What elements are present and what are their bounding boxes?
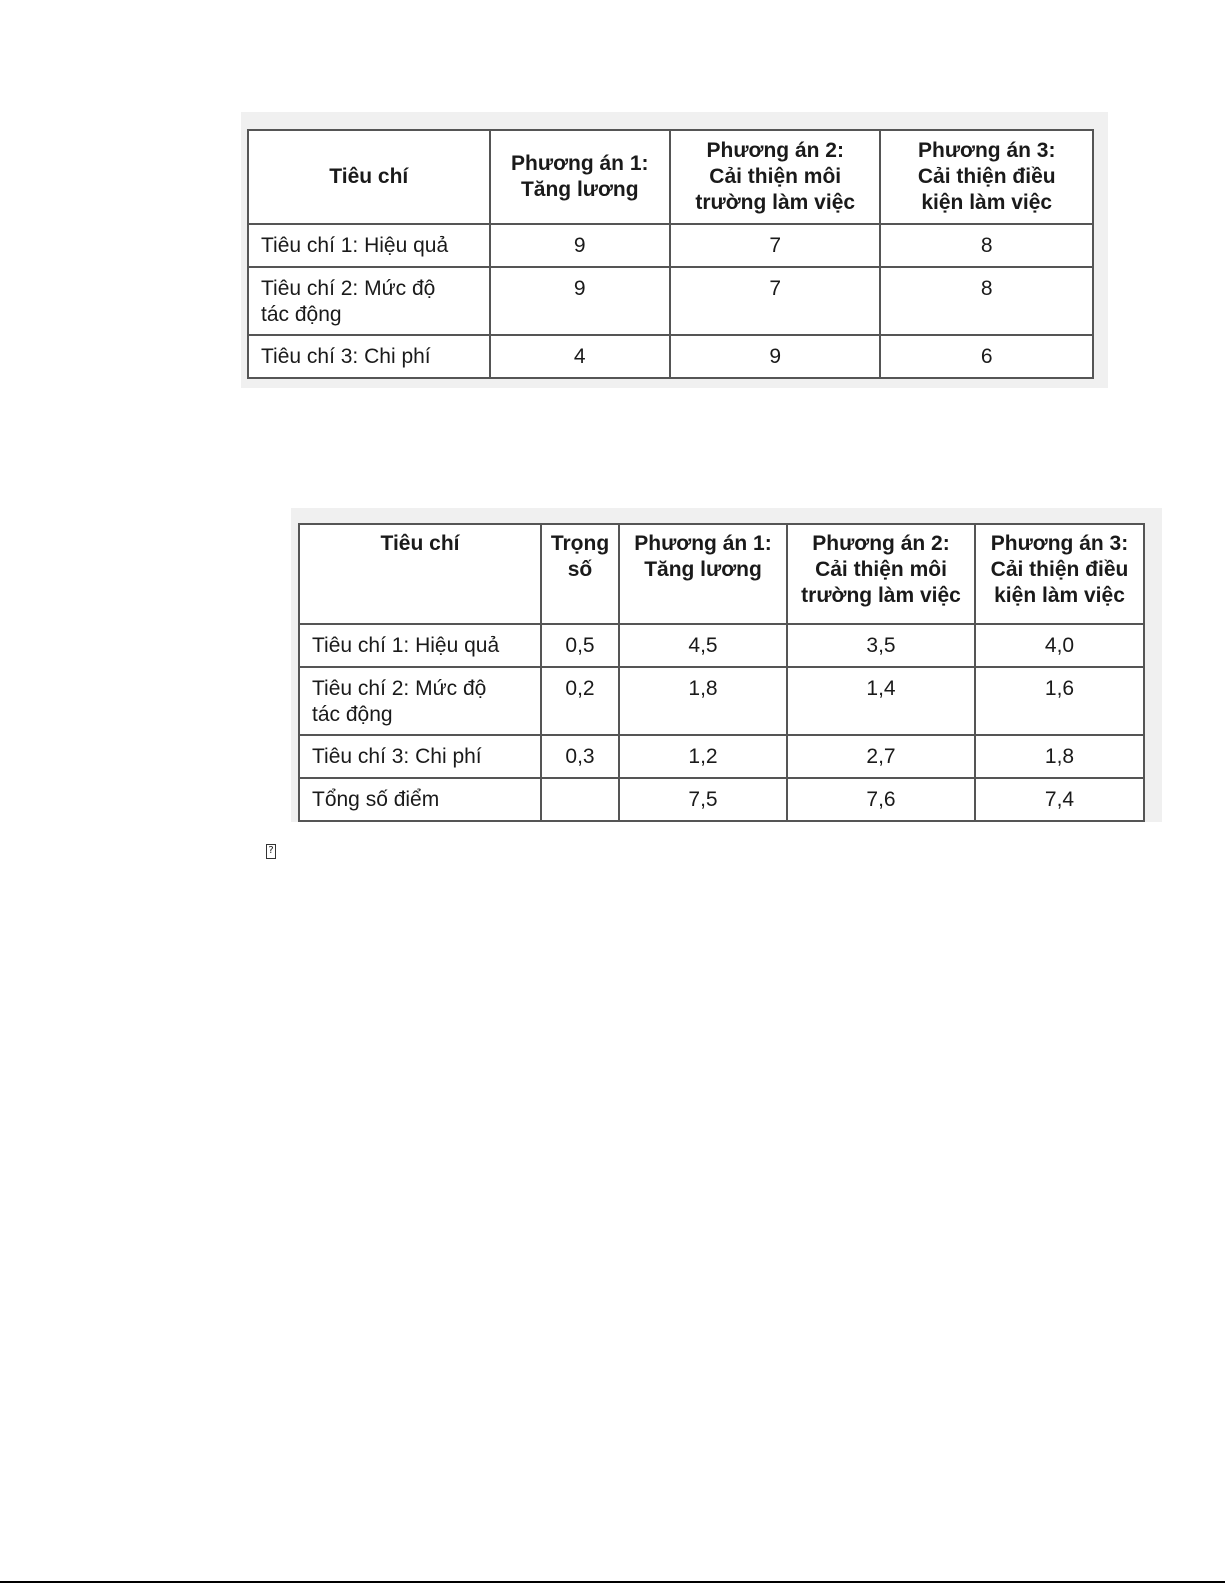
score-cell: 7 — [670, 224, 880, 267]
total-score-cell: 7,6 — [787, 778, 975, 821]
score-cell: 1,8 — [975, 735, 1144, 778]
header-option-3: Phương án 3: Cải thiện điều kiện làm việc — [880, 130, 1093, 224]
criteria-label: Tiêu chí 1: Hiệu quả — [248, 224, 490, 267]
header-option-1: Phương án 1: Tăng lương — [490, 130, 670, 224]
header-weight: Trọng số — [541, 524, 619, 624]
criteria-label: Tiêu chí 2: Mức độ tác động — [248, 267, 490, 335]
weighted-table-container — [291, 508, 1162, 822]
weight-cell: 0,5 — [541, 624, 619, 667]
criteria-label: Tiêu chí 2: Mức độ tác động — [299, 667, 541, 735]
page-bottom-rule — [0, 1581, 1225, 1583]
weighted-score-table — [298, 523, 1145, 822]
table-row — [299, 667, 1144, 735]
table-row — [248, 224, 1093, 267]
weight-cell: 0,2 — [541, 667, 619, 735]
weight-cell: 0,3 — [541, 735, 619, 778]
total-label: Tổng số điểm — [299, 778, 541, 821]
score-cell: 2,7 — [787, 735, 975, 778]
score-cell: 9 — [670, 335, 880, 378]
score-cell: 9 — [490, 267, 670, 335]
criteria-label: Tiêu chí 3: Chi phí — [299, 735, 541, 778]
score-cell: 7 — [670, 267, 880, 335]
score-cell: 9 — [490, 224, 670, 267]
score-cell: 1,2 — [619, 735, 787, 778]
table-header-row — [299, 524, 1144, 624]
table-row — [248, 267, 1093, 335]
score-cell: 8 — [880, 224, 1093, 267]
score-table-container — [241, 112, 1108, 388]
criteria-label: Tiêu chí 1: Hiệu quả — [299, 624, 541, 667]
table-header-row — [248, 130, 1093, 224]
header-option-2: Phương án 2: Cải thiện môi trường làm việc — [787, 524, 975, 624]
header-option-1: Phương án 1: Tăng lương — [619, 524, 787, 624]
header-criteria: Tiêu chí — [299, 524, 541, 624]
header-option-2: Phương án 2: Cải thiện môi trường làm việc — [670, 130, 880, 224]
score-table — [247, 129, 1094, 379]
score-cell: 4,5 — [619, 624, 787, 667]
missing-image-icon: ? — [266, 844, 276, 859]
table-row — [299, 735, 1144, 778]
total-score-cell: 7,5 — [619, 778, 787, 821]
total-row — [299, 778, 1144, 821]
score-cell: 3,5 — [787, 624, 975, 667]
score-cell: 1,8 — [619, 667, 787, 735]
score-cell: 1,4 — [787, 667, 975, 735]
header-criteria: Tiêu chí — [248, 130, 490, 224]
weight-cell — [541, 778, 619, 821]
header-option-3: Phương án 3: Cải thiện điều kiện làm việc — [975, 524, 1144, 624]
total-score-cell: 7,4 — [975, 778, 1144, 821]
score-cell: 4 — [490, 335, 670, 378]
table-row — [248, 335, 1093, 378]
score-cell: 1,6 — [975, 667, 1144, 735]
score-cell: 8 — [880, 267, 1093, 335]
score-cell: 6 — [880, 335, 1093, 378]
criteria-label: Tiêu chí 3: Chi phí — [248, 335, 490, 378]
score-cell: 4,0 — [975, 624, 1144, 667]
table-row — [299, 624, 1144, 667]
